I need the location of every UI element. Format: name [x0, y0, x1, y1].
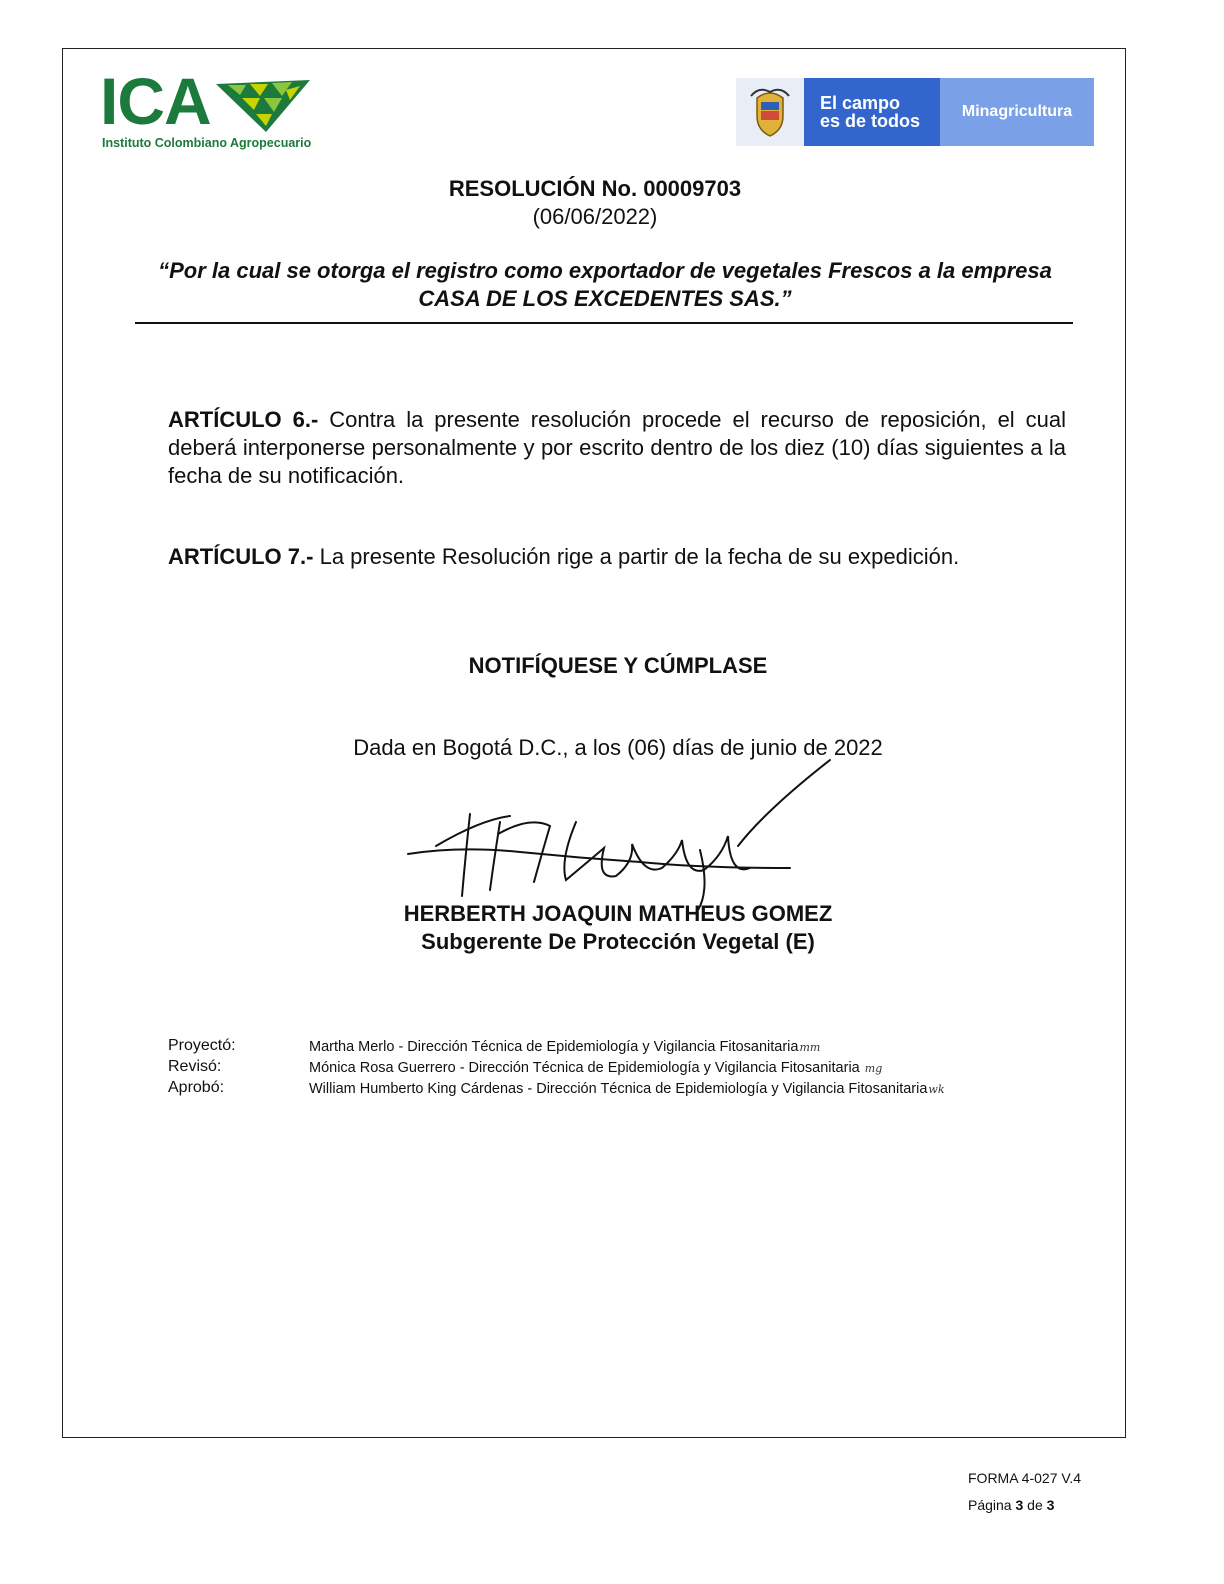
gov-slogan — [804, 78, 940, 146]
resolution-title: RESOLUCIÓN No. 00009703 — [448, 176, 742, 201]
page-footer — [968, 1465, 1081, 1519]
ministry-name: Minagricultura — [940, 78, 1094, 146]
title-divider — [135, 322, 1073, 324]
page-sep: de — [1027, 1497, 1043, 1513]
article-6 — [168, 406, 1066, 490]
review-role: Aprobó: — [168, 1079, 225, 1096]
article-7 — [168, 543, 1066, 571]
review-person: Mónica Rosa Guerrero - Dirección Técnica de Epidemiología y Vigilancia Fitosanitaria — [309, 1060, 860, 1076]
article-6-text: Contra la presente resolución procede el recurso de reposición, el cual deberá interponerse personalmente y por escrito dentro de los diez (10) días siguientes a la fecha de su notificación. — [168, 407, 1066, 488]
coat-of-arms-icon — [736, 78, 804, 146]
review-initials: mm — [799, 1041, 821, 1054]
gov-slogan-line1: El campo — [820, 93, 901, 113]
review-role: Revisó: — [168, 1058, 222, 1075]
gov-slogan-line2: es de todos — [820, 111, 921, 131]
handwritten-signature — [400, 750, 840, 910]
review-name — [309, 1039, 820, 1055]
page-number — [968, 1492, 1081, 1519]
notify-heading: NOTIFÍQUESE Y CÚMPLASE — [468, 653, 768, 678]
given-at: Dada en Bogotá D.C., a los (06) días de junio de 2022 — [353, 735, 883, 760]
review-role: Proyectó: — [168, 1037, 236, 1054]
ica-logo-subtitle: Instituto Colombiano Agropecuario — [102, 136, 312, 150]
review-name — [309, 1060, 882, 1076]
review-initials: mg — [864, 1062, 883, 1075]
government-banner — [736, 78, 1094, 146]
signer-position: Subgerente De Protección Vegetal (E) — [421, 929, 815, 954]
resolution-date: (06/06/2022) — [532, 204, 658, 229]
signer-name: HERBERTH JOAQUIN MATHEUS GOMEZ — [403, 901, 833, 926]
form-code: FORMA 4-027 V.4 — [968, 1470, 1082, 1486]
review-initials: wk — [928, 1083, 945, 1096]
ica-leaf-icon — [216, 78, 310, 134]
resolution-subject: “Por la cual se otorga el registro como exportador de vegetales Frescos a la empresa CASA DE LOS EXCEDENTES SAS.” — [158, 258, 1052, 311]
article-6-label: ARTÍCULO 6.- — [168, 407, 319, 432]
review-person: William Humberto King Cárdenas - Dirección Técnica de Epidemiología y Vigilancia Fitosanitaria — [309, 1081, 928, 1097]
review-person: Martha Merlo - Dirección Técnica de Epidemiología y Vigilancia Fitosanitaria — [309, 1039, 799, 1055]
signer-block — [0, 900, 1224, 956]
page-current: 3 — [1015, 1497, 1024, 1513]
article-7-text: La presente Resolución rige a partir de la fecha de su expedición. — [319, 544, 960, 569]
review-name — [309, 1081, 945, 1097]
page-prefix: Página — [968, 1497, 1012, 1513]
ica-logo-text: ICA — [100, 64, 211, 138]
ica-logo — [100, 64, 330, 154]
article-7-label: ARTÍCULO 7.- — [168, 544, 314, 569]
page-total: 3 — [1046, 1497, 1055, 1513]
